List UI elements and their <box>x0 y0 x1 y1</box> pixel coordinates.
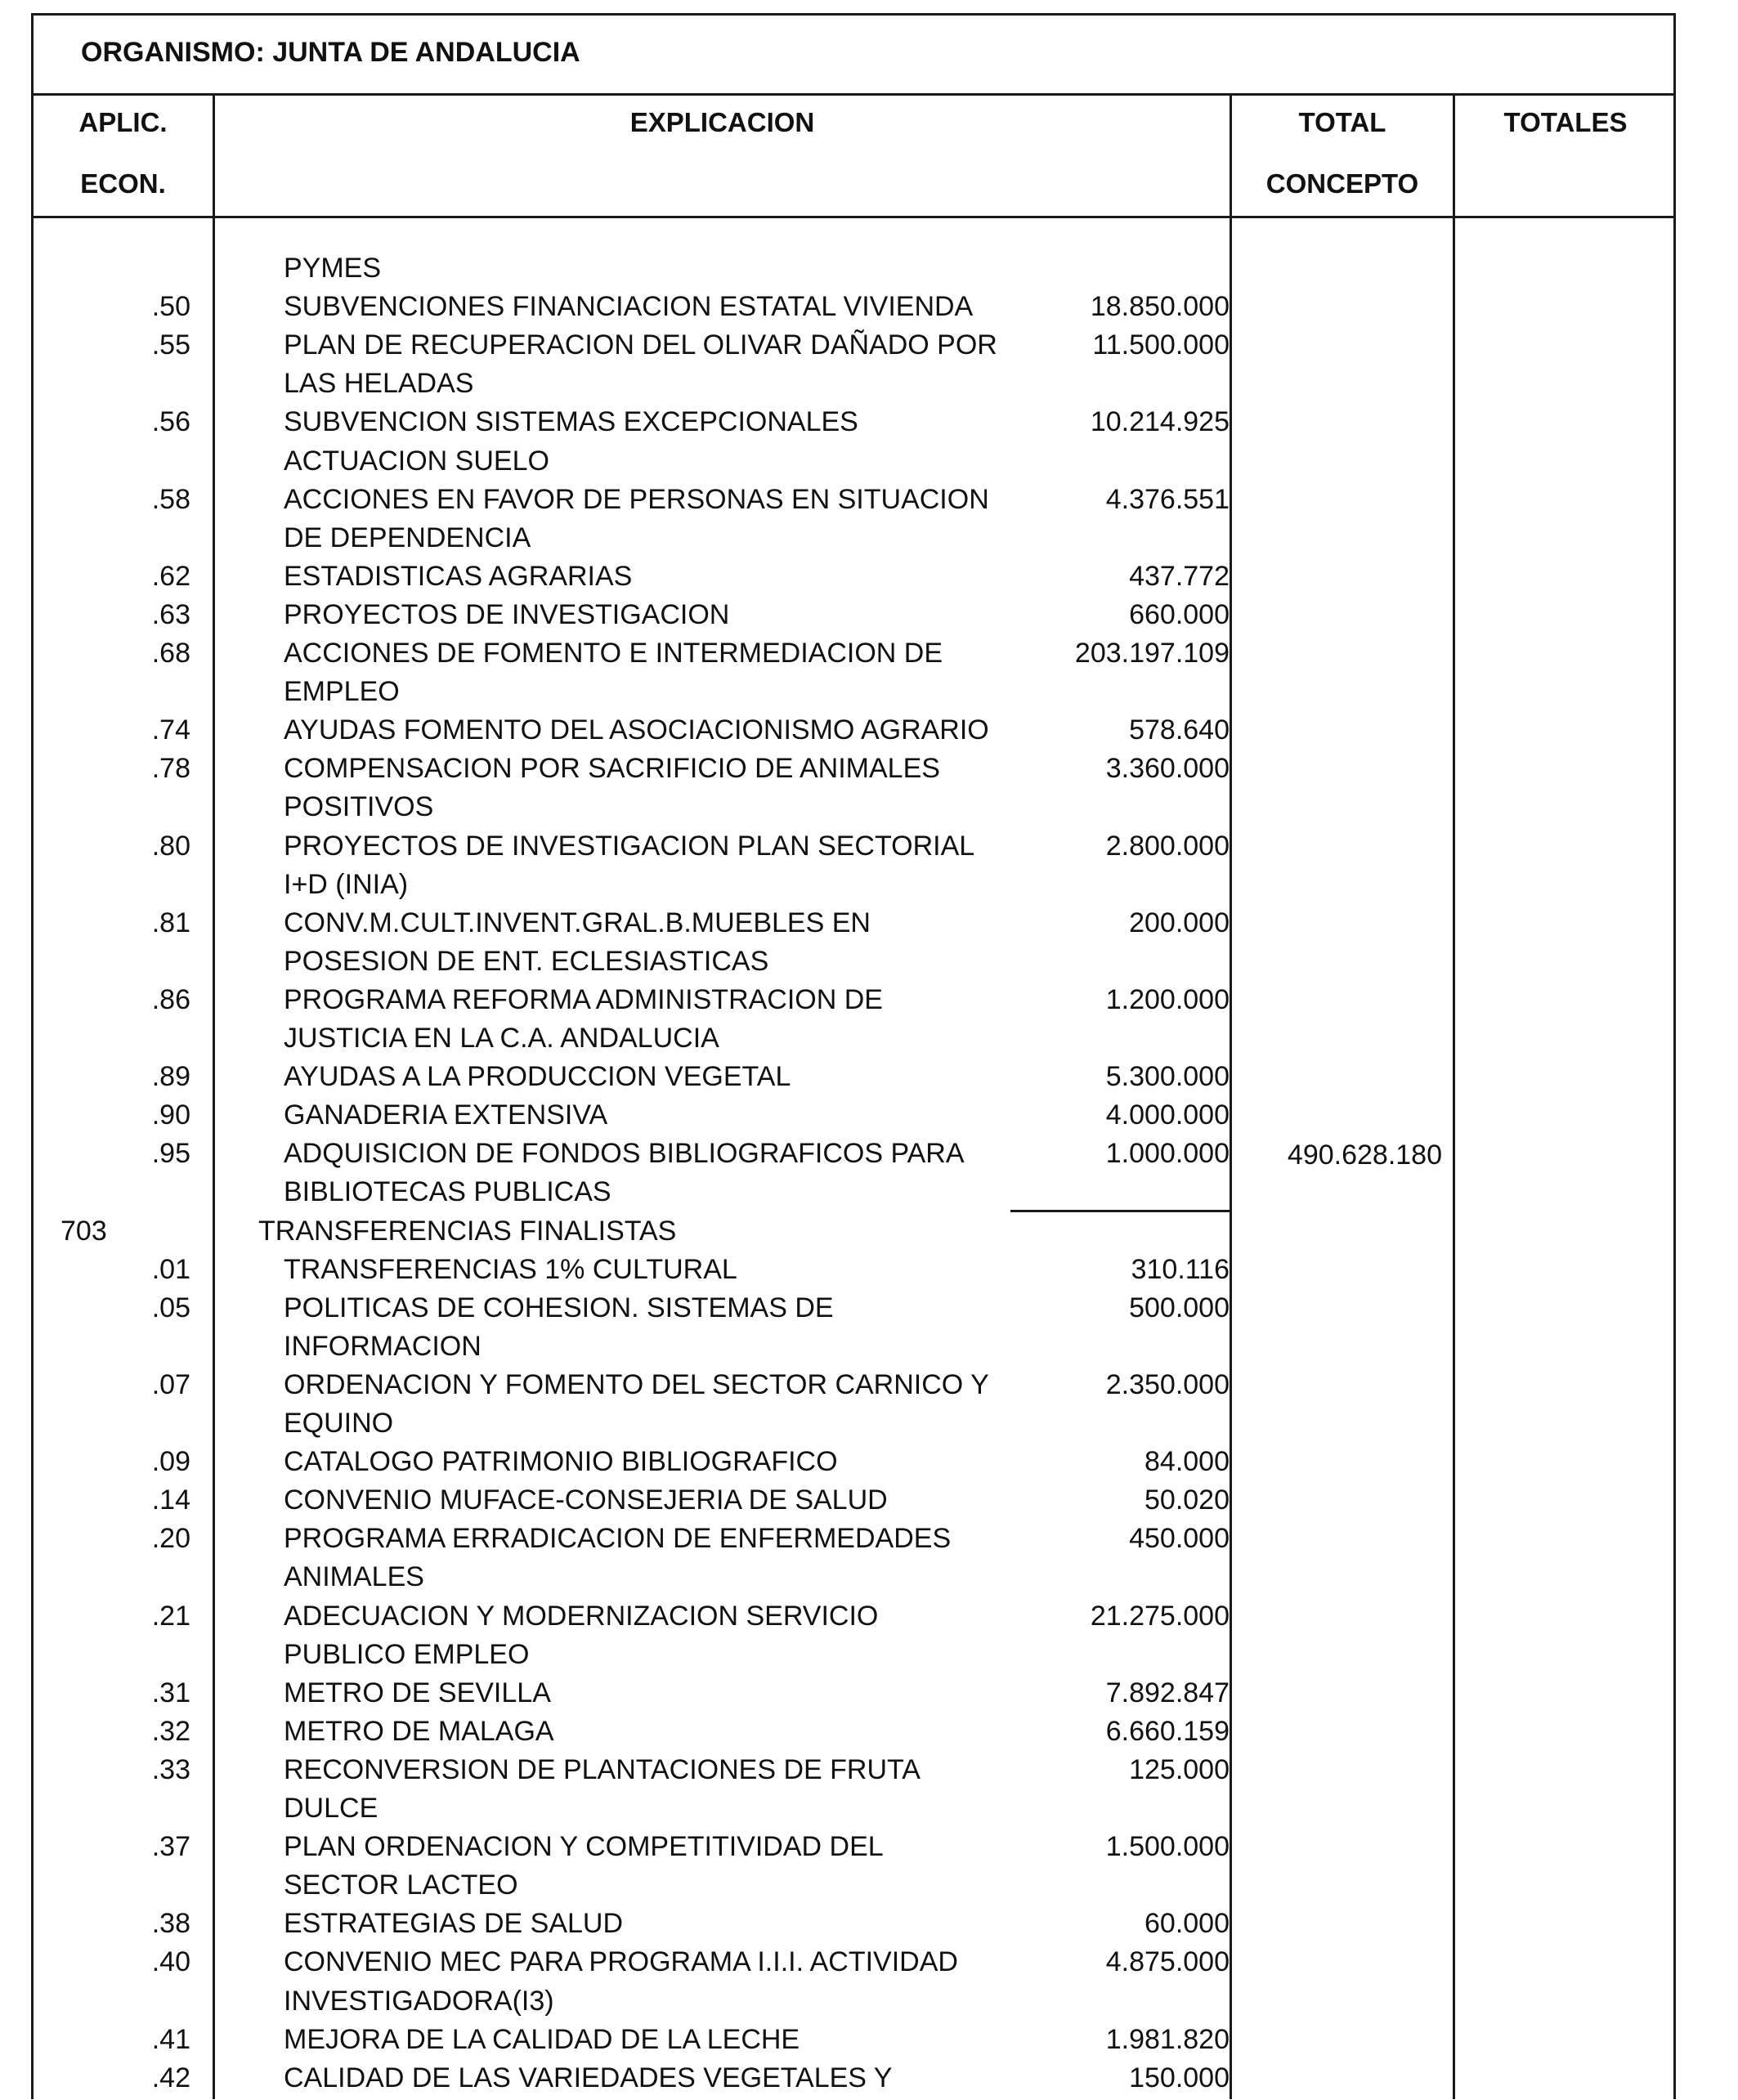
row-explanation: PLAN ORDENACION Y COMPETITIVIDAD DEL <box>284 1831 884 1862</box>
row-code: .58 <box>151 484 190 515</box>
row-code: .81 <box>151 907 190 938</box>
row-amount: 11.500.000 <box>1092 329 1230 360</box>
row-explanation: CONVENIO MEC PARA PROGRAMA I.I.I. ACTIVIDAD <box>284 1946 958 1977</box>
table-row <box>34 1941 1673 1980</box>
row-code: .31 <box>151 1677 190 1708</box>
row-explanation: POSITIVOS <box>284 791 434 822</box>
table-row <box>34 786 1673 825</box>
row-explanation: PROYECTOS DE INVESTIGACION PLAN SECTORIAL <box>284 831 975 862</box>
table-row <box>34 1865 1673 1903</box>
row-code: .33 <box>151 1754 190 1785</box>
row-amount: 2.800.000 <box>1105 831 1230 862</box>
row-code: .21 <box>151 1601 190 1632</box>
table-row <box>34 441 1673 479</box>
organismo-header <box>34 16 1673 96</box>
row-explanation: CONVENIO MUFACE-CONSEJERIA DE SALUD <box>284 1484 888 1516</box>
row-code: .14 <box>151 1484 190 1516</box>
row-code: .37 <box>151 1831 190 1862</box>
table-row <box>34 1749 1673 1788</box>
row-amount: 1.500.000 <box>1105 1831 1230 1862</box>
row-explanation: SECTOR LACTEO <box>284 1869 518 1901</box>
row-code: .68 <box>151 638 190 669</box>
col-header-concepto: CONCEPTO <box>1265 168 1419 199</box>
row-code: .09 <box>151 1446 190 1477</box>
table-row <box>34 401 1673 440</box>
table-row <box>34 633 1673 671</box>
row-code: .86 <box>151 984 190 1015</box>
row-explanation: JUSTICIA EN LA C.A. ANDALUCIA <box>284 1023 719 1054</box>
table-row <box>34 248 1673 286</box>
row-amount: 450.000 <box>1129 1523 1230 1554</box>
budget-table <box>31 13 1676 2099</box>
row-amount: 125.000 <box>1129 1754 1230 1785</box>
row-amount: 150.000 <box>1129 2062 1230 2093</box>
row-explanation: SUBVENCION SISTEMAS EXCEPCIONALES <box>284 406 858 437</box>
row-explanation: PLAN DE RECUPERACION DEL OLIVAR DAÑADO POR <box>284 329 997 360</box>
table-row <box>34 1480 1673 1518</box>
table-row <box>34 363 1673 401</box>
table-row <box>34 517 1673 556</box>
row-explanation: ACTUACION SUELO <box>284 446 549 477</box>
row-amount: 500.000 <box>1129 1292 1230 1323</box>
table-row <box>34 594 1673 633</box>
row-amount: 18.850.000 <box>1090 291 1230 322</box>
row-code: .40 <box>151 1946 190 1977</box>
row-explanation: CATALOGO PATRIMONIO BIBLIOGRAFICO <box>284 1446 838 1477</box>
table-row <box>34 325 1673 363</box>
row-code: .01 <box>151 1254 190 1285</box>
row-explanation: POSESION DE ENT. ECLESIASTICAS <box>284 946 769 977</box>
table-row <box>34 864 1673 902</box>
table-row <box>34 1403 1673 1441</box>
row-amount: 200.000 <box>1129 907 1230 938</box>
row-code: .90 <box>151 1099 190 1131</box>
table-row <box>34 1711 1673 1749</box>
row-explanation: EQUINO <box>284 1408 394 1439</box>
row-explanation: MEJORA DE LA CALIDAD DE LA LECHE <box>284 2024 800 2055</box>
table-row <box>34 1596 1673 1634</box>
table-row <box>34 941 1673 979</box>
row-explanation: ESTADISTICAS AGRARIAS <box>284 561 633 592</box>
table-row <box>34 1788 1673 1826</box>
table-row <box>34 286 1673 325</box>
row-amount: 310.116 <box>1131 1254 1230 1285</box>
table-row <box>34 710 1673 748</box>
row-code: .62 <box>151 561 190 592</box>
table-row <box>34 1095 1673 1133</box>
organismo-title: ORGANISMO: JUNTA DE ANDALUCIA <box>81 37 580 68</box>
row-explanation: ACCIONES EN FAVOR DE PERSONAS EN SITUACION <box>284 484 989 515</box>
table-row <box>34 1981 1673 2019</box>
table-row <box>34 748 1673 786</box>
row-code: .32 <box>151 1716 190 1747</box>
row-code: .89 <box>151 1061 190 1092</box>
row-explanation: I+D (INIA) <box>284 869 409 900</box>
row-code: .78 <box>151 753 190 784</box>
table-row <box>34 1826 1673 1865</box>
row-amount: 437.772 <box>1129 561 1230 592</box>
row-code: .07 <box>151 1369 190 1400</box>
row-explanation: DE DEPENDENCIA <box>284 522 531 553</box>
row-explanation: ADQUISICION DE FONDOS BIBLIOGRAFICOS PARA <box>284 1138 965 1169</box>
header-divider <box>34 216 1673 218</box>
row-amount: 2.350.000 <box>1105 1369 1230 1400</box>
row-explanation: TRANSFERENCIAS FINALISTAS <box>258 1216 677 1247</box>
col-header-explicacion: EXPLICACION <box>629 107 815 137</box>
table-row <box>34 1364 1673 1403</box>
row-explanation: PROGRAMA ERRADICACION DE ENFERMEDADES <box>284 1523 952 1554</box>
row-amount: 5.300.000 <box>1105 1061 1230 1092</box>
row-explanation: ORDENACION Y FOMENTO DEL SECTOR CARNICO Y <box>284 1369 989 1400</box>
row-explanation: PYMES <box>284 253 382 284</box>
row-amount: 4.376.551 <box>1105 484 1230 515</box>
row-amount: 6.660.159 <box>1105 1716 1230 1747</box>
row-amount: 21.275.000 <box>1090 1601 1230 1632</box>
row-code: .41 <box>151 2024 190 2055</box>
row-amount: 1.200.000 <box>1105 984 1230 1015</box>
row-code: 703 <box>60 1216 107 1247</box>
table-row <box>34 902 1673 941</box>
table-row <box>34 2057 1673 2096</box>
row-amount: 10.214.925 <box>1090 406 1230 437</box>
row-explanation: RECONVERSION DE PLANTACIONES DE FRUTA <box>284 1754 921 1785</box>
row-explanation: PUBLICO EMPLEO <box>284 1639 530 1670</box>
row-explanation: AYUDAS FOMENTO DEL ASOCIACIONISMO AGRARIO <box>284 714 989 746</box>
row-code: .20 <box>151 1523 190 1554</box>
row-amount: 4.875.000 <box>1105 1946 1230 1977</box>
row-explanation: GANADERIA EXTENSIVA <box>284 1099 608 1131</box>
col-header-totales: TOTALES <box>1503 107 1628 137</box>
table-row <box>34 979 1673 1018</box>
row-amount: 84.000 <box>1144 1446 1230 1477</box>
row-code: .80 <box>151 831 190 862</box>
row-explanation: SUBVENCIONES FINANCIACION ESTATAL VIVIENDA <box>284 291 974 322</box>
table-row <box>34 556 1673 594</box>
table-row <box>34 1326 1673 1364</box>
row-explanation: POLITICAS DE COHESION. SISTEMAS DE <box>284 1292 834 1323</box>
table-row <box>34 1634 1673 1672</box>
row-amount: 1.981.820 <box>1105 2024 1230 2055</box>
row-code: .38 <box>151 1908 190 1939</box>
row-explanation: PROGRAMA REFORMA ADMINISTRACION DE <box>284 984 883 1015</box>
table-row <box>34 1672 1673 1711</box>
row-explanation: AYUDAS A LA PRODUCCION VEGETAL <box>284 1061 791 1092</box>
row-explanation: ADECUACION Y MODERNIZACION SERVICIO <box>284 1601 879 1632</box>
row-explanation: BIBLIOTECAS PUBLICAS <box>284 1176 611 1207</box>
table-row <box>34 671 1673 710</box>
row-amount: 3.360.000 <box>1105 753 1230 784</box>
col-header-total: TOTAL <box>1298 107 1386 137</box>
table-row <box>34 2019 1673 2057</box>
table-row <box>34 1056 1673 1095</box>
subtotal-rule <box>1010 1210 1230 1212</box>
table-row <box>34 826 1673 864</box>
row-explanation: CALIDAD DE LAS VARIEDADES VEGETALES Y <box>284 2062 893 2093</box>
row-explanation: ESTRATEGIAS DE SALUD <box>284 1908 624 1939</box>
table-row <box>34 479 1673 517</box>
table-row <box>34 1018 1673 1056</box>
row-code: .05 <box>151 1292 190 1323</box>
table-row <box>34 1441 1673 1480</box>
row-amount: 203.197.109 <box>1074 638 1230 669</box>
col-header-econ: ECON. <box>80 168 166 199</box>
table-row <box>34 1556 1673 1595</box>
row-amount: 4.000.000 <box>1105 1099 1230 1131</box>
row-explanation: DULCE <box>284 1793 379 1824</box>
row-explanation: TRANSFERENCIAS 1% CULTURAL <box>284 1254 737 1285</box>
row-amount: 60.000 <box>1144 1908 1230 1939</box>
row-code: .50 <box>151 291 190 322</box>
row-code: .63 <box>151 599 190 630</box>
row-explanation: PROYECTOS DE INVESTIGACION <box>284 599 730 630</box>
table-row <box>34 1287 1673 1326</box>
col-header-aplic: APLIC. <box>78 107 168 137</box>
row-amount: 7.892.847 <box>1105 1677 1230 1708</box>
row-explanation: LAS HELADAS <box>284 368 474 399</box>
row-amount: 1.000.000 <box>1105 1138 1230 1169</box>
row-explanation: INVESTIGADORA(I3) <box>284 1986 554 2017</box>
row-amount: 660.000 <box>1129 599 1230 630</box>
row-amount: 578.640 <box>1129 714 1230 746</box>
row-code: .95 <box>151 1138 190 1169</box>
row-amount: 50.020 <box>1144 1484 1230 1516</box>
table-row <box>34 1249 1673 1287</box>
row-explanation: INFORMACION <box>284 1331 482 1362</box>
row-explanation: ANIMALES <box>284 1561 424 1592</box>
concept-total-value: 490.628.180 <box>1287 1140 1442 1171</box>
row-code: .55 <box>151 329 190 360</box>
row-explanation: METRO DE MALAGA <box>284 1716 554 1747</box>
row-explanation: METRO DE SEVILLA <box>284 1677 551 1708</box>
row-explanation: CONV.M.CULT.INVENT.GRAL.B.MUEBLES EN <box>284 907 871 938</box>
row-explanation: ACCIONES DE FOMENTO E INTERMEDIACION DE <box>284 638 943 669</box>
row-explanation: COMPENSACION POR SACRIFICIO DE ANIMALES <box>284 753 940 784</box>
row-code: .74 <box>151 714 190 746</box>
table-row <box>34 1211 1673 1249</box>
row-code: .42 <box>151 2062 190 2093</box>
table-row <box>34 1518 1673 1556</box>
row-explanation: EMPLEO <box>284 676 400 707</box>
row-code: .56 <box>151 406 190 437</box>
table-row <box>34 1171 1673 1210</box>
table-row <box>34 1903 1673 1941</box>
